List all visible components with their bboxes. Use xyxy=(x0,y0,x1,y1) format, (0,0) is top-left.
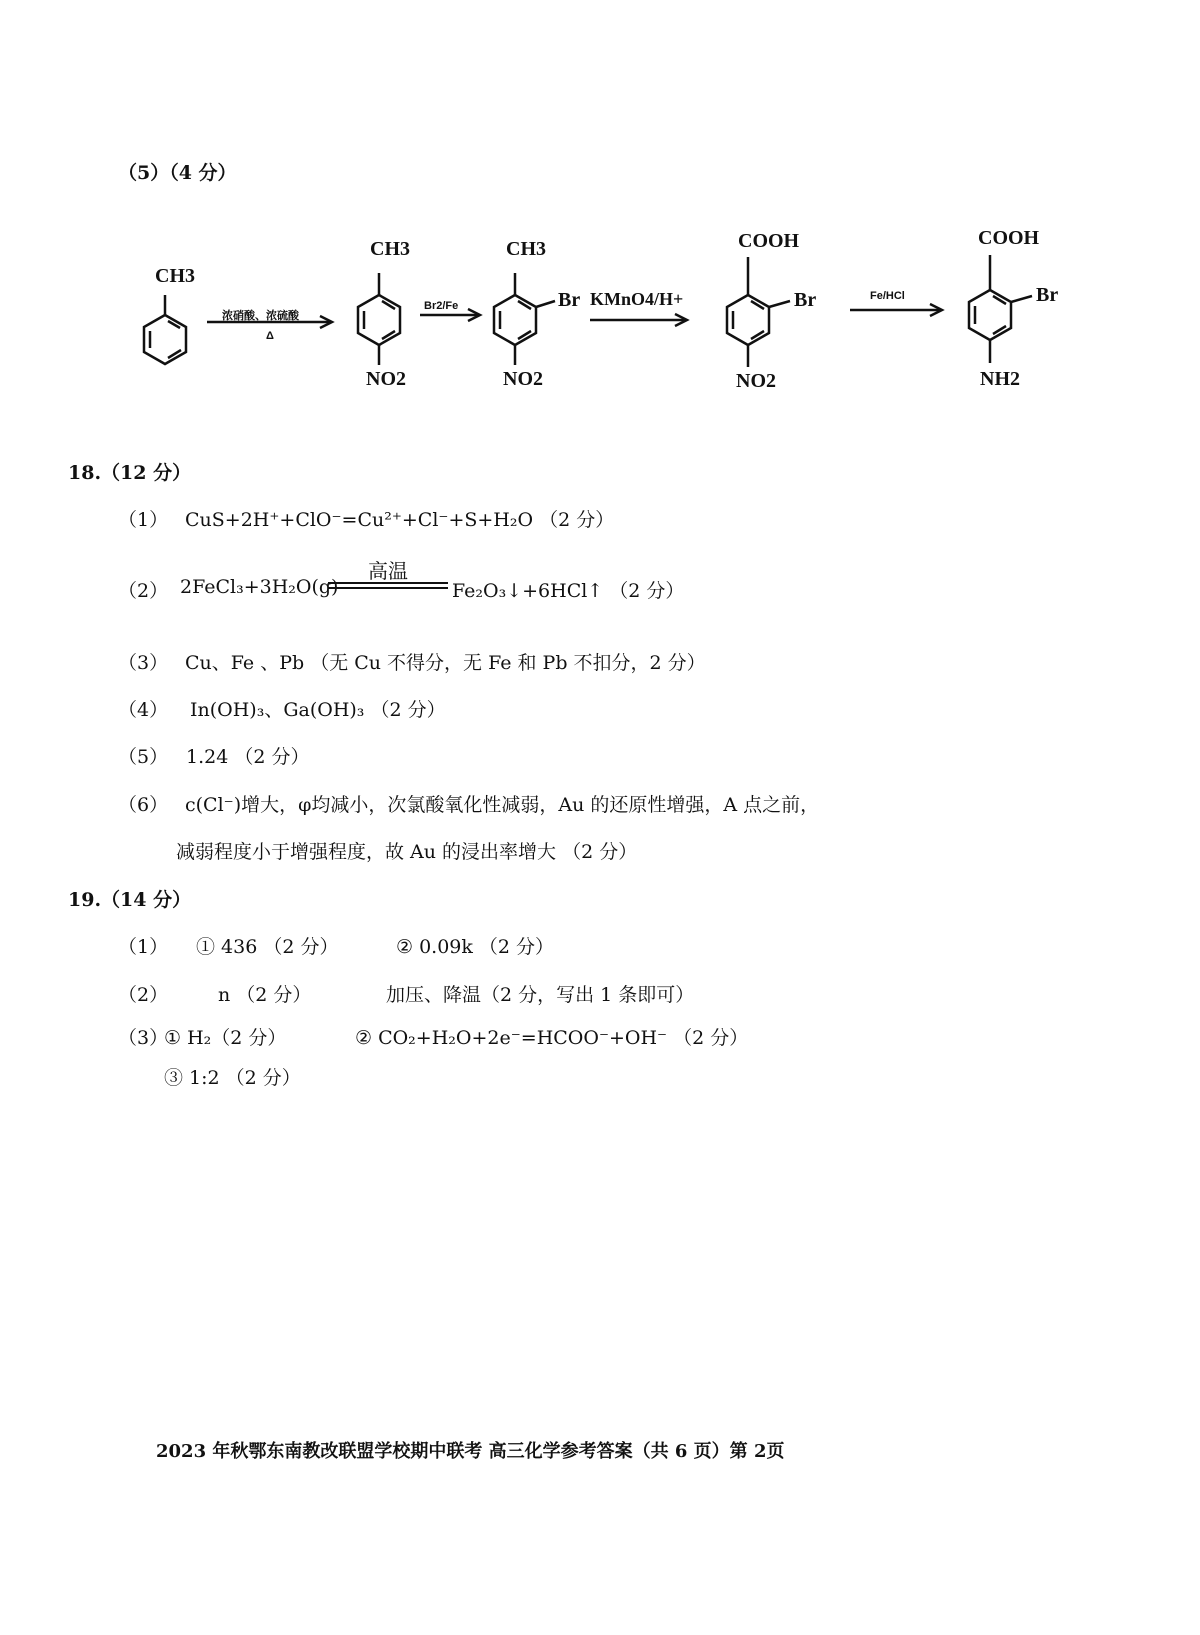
q19-heading: 19.（14 分） xyxy=(68,889,192,911)
m3-ch3-label: CH3 xyxy=(506,238,546,260)
q18-p2-condition-text: 高温 xyxy=(368,559,408,583)
q18-p5-num: （5） xyxy=(118,746,169,768)
q18-p3-text: Cu、Fe 、Pb （无 Cu 不得分，无 Fe 和 Pb 不扣分，2 分） xyxy=(185,652,706,674)
q18-p4-num: （4） xyxy=(118,699,169,721)
m2-no2-label: NO2 xyxy=(366,368,406,390)
q18-p4-text: In(OH)₃、Ga(OH)₃ （2 分） xyxy=(190,699,446,721)
step1-reagent: 浓硝酸、浓硫酸 xyxy=(222,310,299,322)
q19-p1-a: ① 436 （2 分） xyxy=(196,936,339,958)
q18-p2-condition xyxy=(328,560,448,589)
q19-p3-c: ③ 1:2 （2 分） xyxy=(164,1067,301,1089)
q19-p1-num: （1） xyxy=(118,936,169,958)
q19-p2-b: 加压、降温（2 分，写出 1 条即可） xyxy=(386,984,695,1006)
q19-p3-b: ② CO₂+H₂O+2e⁻=HCOO⁻+OH⁻ （2 分） xyxy=(355,1027,749,1049)
step2-reagent: Br2/Fe xyxy=(424,300,459,312)
q18-heading: 18.（12 分） xyxy=(68,462,192,484)
m5-br-label: Br xyxy=(1036,284,1059,306)
equal-sign-bar xyxy=(328,582,448,589)
q19-p2-a: n （2 分） xyxy=(218,984,312,1006)
m5-nh2-label: NH2 xyxy=(980,368,1020,390)
m2-ch3-label: CH3 xyxy=(370,238,410,260)
m4-br-label: Br xyxy=(794,289,817,311)
m5-cooh-label: COOH xyxy=(978,227,1040,249)
q19-p1-b: ② 0.09k （2 分） xyxy=(396,936,555,958)
page-footer: 2023 年秋鄂东南教改联盟学校期中联考 高三化学参考答案（共 6 页）第 2页 xyxy=(156,1441,785,1462)
q18-p5-text: 1.24 （2 分） xyxy=(186,746,310,768)
m3-br-label: Br xyxy=(558,289,581,311)
q18-p1-text: CuS+2H⁺+ClO⁻=Cu²⁺+Cl⁻+S+H₂O （2 分） xyxy=(185,509,615,531)
m4-cooh-label: COOH xyxy=(738,230,800,252)
step4-reagent: Fe/HCl xyxy=(870,290,905,302)
q18-p2-right: Fe₂O₃↓+6HCl↑ （2 分） xyxy=(452,580,685,602)
molecule-toluene xyxy=(144,295,186,364)
step3-reagent: KMnO4/H+ xyxy=(590,289,684,309)
q19-p3-a: ① H₂（2 分） xyxy=(164,1027,287,1049)
q18-p6-num: （6） xyxy=(118,794,169,816)
m4-no2-label: NO2 xyxy=(736,370,776,392)
q19-p2-num: （2） xyxy=(118,984,169,1006)
q18-p1-num: （1） xyxy=(118,509,169,531)
m1-ch3-label: CH3 xyxy=(155,265,195,287)
step1-condition: Δ xyxy=(266,330,274,342)
q18-p3-num: （3） xyxy=(118,652,169,674)
q18-p6-line1: c(Cl⁻)增大，φ均减小，次氯酸氧化性减弱，Au 的还原性增强，A 点之前， xyxy=(185,794,820,816)
q19-p3-num: （3） xyxy=(118,1027,169,1049)
q17-part5-label: （5）（4 分） xyxy=(118,162,237,184)
q18-p2-num: （2） xyxy=(118,580,169,602)
q18-p2-left: 2FeCl₃+3H₂O(g) xyxy=(180,576,339,598)
q18-p6-line2: 减弱程度小于增强程度，故 Au 的浸出率增大 （2 分） xyxy=(176,841,638,863)
m3-no2-label: NO2 xyxy=(503,368,543,390)
